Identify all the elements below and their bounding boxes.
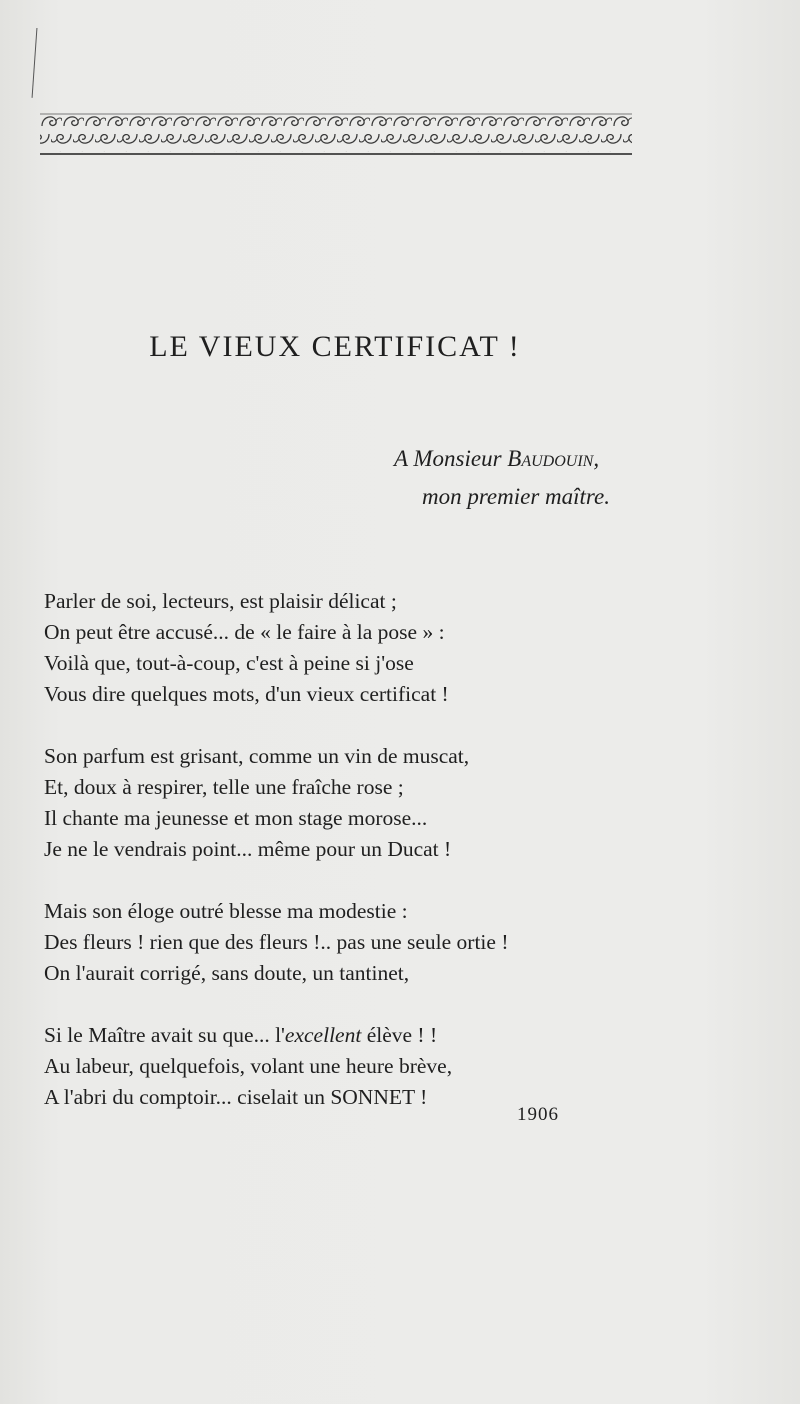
verse-line: Parler de soi, lecteurs, est plaisir délicat ;	[44, 589, 397, 613]
dedication-line-2: mon premier maître.	[421, 484, 610, 509]
stanza-3	[44, 896, 604, 989]
verse-line: Des fleurs ! rien que des fleurs !.. pas une seule ortie !	[44, 930, 509, 954]
dedication-line-1	[380, 440, 640, 478]
poem-title: LE VIEUX CERTIFICAT !	[149, 330, 521, 363]
verse-line: Il chante ma jeunesse et mon stage morose...	[44, 806, 428, 830]
verse-line: On l'aurait corrigé, sans doute, un tantinet,	[44, 961, 410, 985]
stanza-4	[44, 1020, 604, 1113]
page-edge-mark	[32, 28, 40, 98]
verse-line	[44, 1020, 604, 1051]
poem-date: 1906	[517, 1104, 559, 1125]
verse-line: Son parfum est grisant, comme un vin de muscat,	[44, 744, 470, 768]
verse-line: Je ne le vendrais point... même pour un Ducat !	[44, 837, 452, 861]
stanza-2	[44, 741, 604, 865]
dedication-name: Baudouin,	[507, 446, 600, 471]
verse-fragment: élève ! !	[361, 1023, 438, 1047]
verse-line: Voilà que, tout-à-coup, c'est à peine si j'ose	[44, 651, 414, 675]
verse-line: A l'abri du comptoir... ciselait un SONNET !	[44, 1085, 428, 1109]
verse-line: Au labeur, quelquefois, volant une heure brève,	[44, 1054, 453, 1078]
dedication	[380, 440, 640, 516]
decorative-header-band	[40, 112, 632, 156]
verse-fragment: Si le Maître avait su que... l'	[44, 1023, 285, 1047]
verse-emphasis: excellent	[284, 1023, 362, 1047]
scroll-ornament-icon	[40, 112, 632, 156]
verse-line: Mais son éloge outré blesse ma modestie :	[44, 899, 408, 923]
verse-line: Vous dire quelques mots, d'un vieux certificat !	[44, 682, 449, 706]
stanza-1	[44, 586, 604, 710]
verse-line: On peut être accusé... de « le faire à la pose » :	[44, 620, 445, 644]
verse-line: Et, doux à respirer, telle une fraîche rose ;	[44, 775, 404, 799]
dedication-prefix: A Monsieur	[394, 446, 508, 471]
poem-body	[44, 586, 604, 1144]
